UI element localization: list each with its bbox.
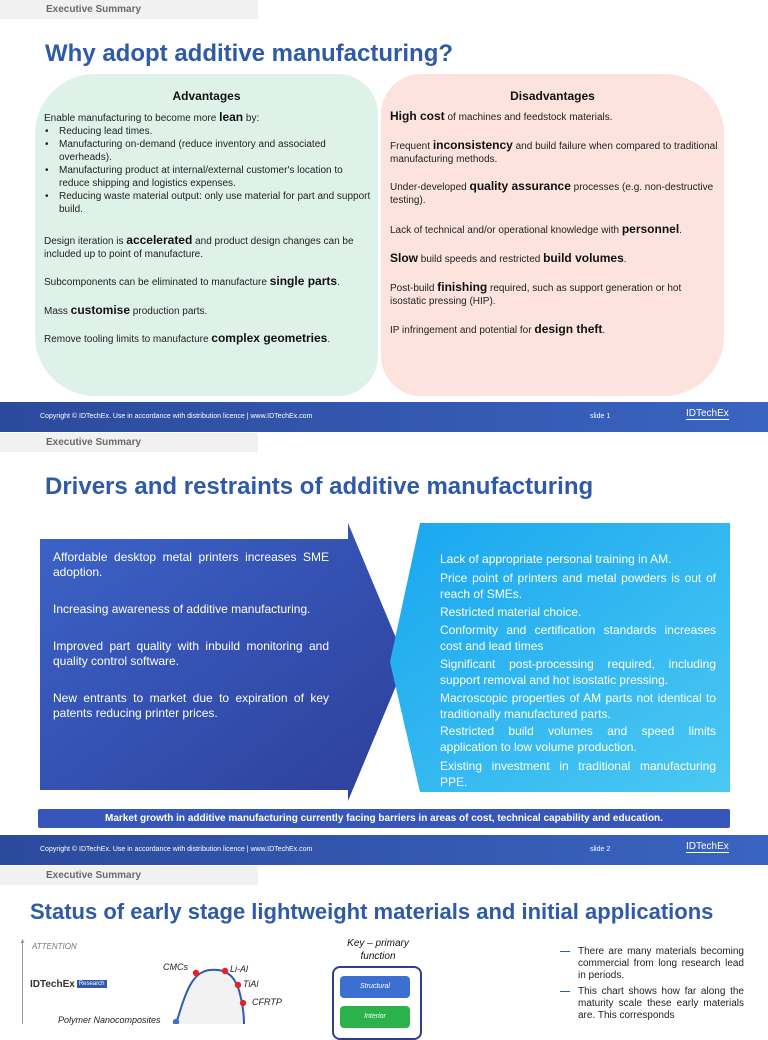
section-label: Executive Summary <box>46 437 142 448</box>
chart-point <box>235 982 241 988</box>
maturity-chart <box>0 936 300 1024</box>
slide-number: slide 2 <box>590 846 611 853</box>
chart-point <box>193 970 199 976</box>
chart-point <box>240 1000 246 1006</box>
copyright-text: Copyright © IDTechEx. Use in accordance with distribution licence | www.IDTechEx.com <box>40 846 313 853</box>
slide-title: Status of early stage lightweight materials and initial applications <box>30 899 714 924</box>
hype-curve-line <box>176 970 244 1024</box>
advantage-single-parts: Subcomponents can be eliminated to manufacture single parts. <box>44 274 340 288</box>
dash-bullet-icon: — <box>560 986 570 997</box>
disadvantage-ip: IP infringement and potential for design theft. <box>390 322 606 336</box>
advantage-accelerated: Design iteration is accelerated and product design changes can be included up to point of manufacture. <box>44 233 354 260</box>
idtechex-research-logo: IDTechEx Research <box>30 979 105 990</box>
dash-bullet-icon: — <box>560 946 570 957</box>
slide-number: slide 1 <box>590 413 611 420</box>
disadvantage-finishing: Post-build finishing required, such as support generation or hot isostatic pressing (HIP). <box>390 280 682 307</box>
section-label: Executive Summary <box>46 4 142 15</box>
driver-item: New entrants to market due to expiration of key patents reducing printer prices. <box>53 691 329 720</box>
list-item: — This chart shows how far along the maturity scale these early materials are. This corresponds <box>560 986 744 1021</box>
slide-footer <box>0 835 768 865</box>
slide-3 <box>0 866 768 1024</box>
restraint-item: Conformity and certification standards increases cost and lead times <box>440 623 716 653</box>
key-title: Key – primary function <box>347 938 409 962</box>
advantages-intro: Enable manufacturing to become more lean by: • Reducing lead times. • Manufacturing on-demand (reduce inventory and associated overheads). • Manufacturing product at internal/external customer's location to reduce shipping and logistics expenses. • Reducing waste material output: only use material for part and support build. <box>44 111 374 216</box>
idtechex-logo: IDTechEx <box>686 841 729 852</box>
chart-key <box>330 936 430 1024</box>
disadvantage-quality: Under-developed quality assurance processes (e.g. non-destructive testing). <box>390 179 714 206</box>
advantage-customise: Mass customise production parts. <box>44 303 208 317</box>
driver-item: Increasing awareness of additive manufacturing. <box>53 602 311 616</box>
driver-item: Improved part quality with inbuild monitoring and quality control software. <box>53 639 329 668</box>
chart-label: CFRTP <box>252 997 282 1007</box>
chart-axis-arrow-icon: ▲ <box>19 938 26 945</box>
chart-label: Polymer Nanocomposites <box>58 1015 161 1025</box>
section-label-bar <box>0 866 258 885</box>
advantage-complex-geometries: Remove tooling limits to manufacture complex geometries. <box>44 331 331 345</box>
section-label: Executive Summary <box>46 870 142 881</box>
list-item: • Manufacturing on-demand (reduce inventory and associated overheads). <box>59 138 374 164</box>
attention-axis-label: ATTENTION <box>32 942 77 951</box>
list-item: • Reducing waste material output: only use material for part and support build. <box>59 190 374 216</box>
chart-label: CMCs <box>163 962 188 972</box>
disadvantage-inconsistency: Frequent inconsistency and build failure when compared to traditional manufacturing methods. <box>390 138 718 165</box>
disadvantages-heading: Disadvantages <box>510 89 595 103</box>
restraint-item: Price point of printers and metal powders is out of reach of SMEs. <box>440 571 716 601</box>
restraint-item: Macroscopic properties of AM parts not identical to traditionally manufactured parts. <box>440 691 716 721</box>
restraint-item: Restricted build volumes and speed limits application to low volume production. <box>440 724 716 754</box>
list-item: • Reducing lead times. <box>59 125 374 138</box>
restraint-item: Significant post-processing required, including support removal and hot isostatic pressing. <box>440 657 716 687</box>
list-item: • Manufacturing product at internal/external customer's location to reduce shipping and logistics expenses. <box>59 164 374 190</box>
copyright-text: Copyright © IDTechEx. Use in accordance with distribution licence | www.IDTechEx.com <box>40 413 313 420</box>
key-item-interior: Interior <box>340 1006 410 1028</box>
key-item-structural: Structural <box>340 976 410 998</box>
slide-title: Drivers and restraints of additive manufacturing <box>45 473 594 500</box>
disadvantage-slow: Slow build speeds and restricted build volumes. <box>390 251 627 265</box>
chart-label: TiAl <box>243 979 259 989</box>
notes-list <box>560 946 744 1022</box>
disadvantage-personnel: Lack of technical and/or operational knowledge with personnel. <box>390 222 682 236</box>
chart-point <box>222 968 228 974</box>
restraint-item: Existing investment in traditional manufacturing PPE. <box>440 759 716 789</box>
market-growth-banner: Market growth in additive manufacturing currently facing barriers in areas of cost, technical capability and education. <box>38 809 730 828</box>
chart-label: Li-Al <box>230 964 249 974</box>
idtechex-logo: IDTechEx <box>686 408 729 419</box>
list-item: — There are many materials becoming commercial from long research lead in periods. <box>560 946 744 981</box>
slide-title: Why adopt additive manufacturing? <box>45 40 454 67</box>
restraint-item: Lack of appropriate personal training in AM. <box>440 552 672 566</box>
restraint-item: Restricted material choice. <box>440 605 582 619</box>
driver-item: Affordable desktop metal printers increases SME adoption. <box>53 550 329 579</box>
advantages-heading: Advantages <box>172 89 241 103</box>
disadvantage-cost: High cost of machines and feedstock materials. <box>390 109 613 123</box>
